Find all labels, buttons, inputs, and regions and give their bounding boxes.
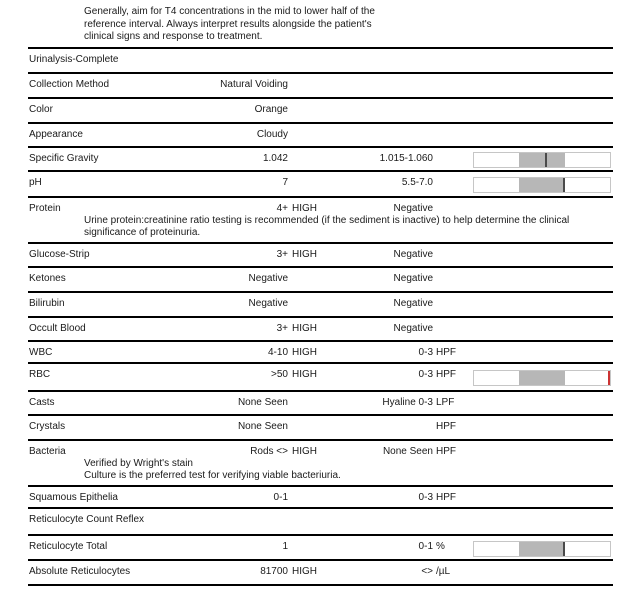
reference-range: Negative bbox=[393, 298, 433, 309]
result-value: Orange bbox=[254, 104, 288, 115]
test-name-label: Squamous Epithelia bbox=[29, 492, 118, 503]
result-value: Cloudy bbox=[256, 129, 288, 140]
header-note-line: reference interval. Always interpret results alongside the patient's bbox=[84, 18, 372, 30]
test-name-label: Occult Blood bbox=[29, 323, 86, 334]
test-name-label: Reticulocyte Total bbox=[29, 541, 108, 552]
range-bar bbox=[473, 541, 611, 557]
test-name-label: Protein bbox=[29, 203, 61, 214]
unit-label: HPF bbox=[436, 347, 456, 358]
range-bar bbox=[473, 177, 611, 193]
result-value: >50 bbox=[271, 369, 288, 380]
reference-range: Negative bbox=[393, 323, 433, 334]
result-comment-line: significance of proteinuria. bbox=[84, 227, 201, 238]
table-row bbox=[28, 170, 613, 196]
result-value: None Seen bbox=[237, 421, 288, 432]
range-bar-marker bbox=[563, 542, 565, 556]
range-bar bbox=[473, 370, 611, 386]
test-name-label: Crystals bbox=[29, 421, 66, 432]
abnormal-flag: HIGH bbox=[292, 369, 317, 380]
table-row bbox=[28, 534, 613, 559]
table-row bbox=[28, 146, 613, 170]
test-name-label: WBC bbox=[29, 347, 53, 358]
table-row bbox=[28, 196, 613, 242]
table-row bbox=[28, 414, 613, 439]
test-name-label: Specific Gravity bbox=[29, 153, 99, 164]
unit-label: HPF bbox=[436, 369, 456, 380]
test-name-label: Appearance bbox=[29, 129, 83, 140]
result-value: Negative bbox=[248, 273, 288, 284]
abnormal-flag: HIGH bbox=[292, 323, 317, 334]
result-value: 4-10 bbox=[267, 347, 288, 358]
reference-range: Negative bbox=[393, 249, 433, 260]
result-comment-line: Verified by Wright's stain bbox=[84, 458, 193, 469]
reference-range: Hyaline 0-3 bbox=[382, 397, 433, 408]
unit-label: HPF bbox=[436, 446, 456, 457]
reference-range: None Seen bbox=[382, 446, 433, 457]
result-value: 3+ bbox=[276, 249, 288, 260]
range-bar-normal-zone bbox=[519, 371, 564, 385]
reference-range: <> bbox=[421, 566, 433, 577]
abnormal-flag: HIGH bbox=[292, 446, 317, 457]
header-note-line: clinical signs and response to treatment. bbox=[84, 31, 263, 42]
test-name-label: Bacteria bbox=[29, 446, 66, 457]
unit-label: /µL bbox=[436, 566, 451, 577]
reference-range: 0-1 bbox=[418, 541, 433, 552]
range-bar-marker bbox=[608, 371, 610, 385]
result-value: Rods <> bbox=[250, 446, 288, 457]
abnormal-flag: HIGH bbox=[292, 566, 317, 577]
test-name-label: Absolute Reticulocytes bbox=[29, 566, 131, 577]
section-title: Urinalysis-Complete bbox=[29, 54, 119, 65]
abnormal-flag: HIGH bbox=[292, 203, 317, 214]
test-name-label: Color bbox=[29, 104, 53, 115]
result-value: 3+ bbox=[276, 323, 288, 334]
header-note bbox=[84, 6, 375, 44]
lab-results-table bbox=[28, 47, 613, 586]
abnormal-flag: HIGH bbox=[292, 347, 317, 358]
abnormal-flag: HIGH bbox=[292, 249, 317, 260]
result-value: 7 bbox=[282, 177, 288, 188]
reference-range: 0-3 bbox=[418, 492, 433, 503]
unit-label: HPF bbox=[436, 421, 456, 432]
test-name-label: Ketones bbox=[29, 273, 66, 284]
table-row bbox=[28, 485, 613, 507]
table-row bbox=[28, 559, 613, 584]
reference-range: 0-3 bbox=[418, 369, 433, 380]
test-name-label: pH bbox=[29, 177, 42, 188]
range-bar-marker bbox=[545, 153, 547, 167]
section-header-row bbox=[28, 507, 613, 534]
test-name-label: Glucose-Strip bbox=[29, 249, 90, 260]
result-value: 4+ bbox=[276, 203, 288, 214]
test-name-label: Bilirubin bbox=[29, 298, 65, 309]
table-row bbox=[28, 266, 613, 291]
result-value: 0-1 bbox=[273, 492, 288, 503]
reference-range: Negative bbox=[393, 203, 433, 214]
result-value: 1.042 bbox=[262, 153, 288, 164]
table-row bbox=[28, 439, 613, 485]
result-value: Negative bbox=[248, 298, 288, 309]
reference-range: 0-3 bbox=[418, 347, 433, 358]
reference-range: 1.015-1.060 bbox=[379, 153, 433, 164]
table-row bbox=[28, 316, 613, 340]
table-row bbox=[28, 362, 613, 390]
table-row bbox=[28, 122, 613, 146]
test-name-label: Collection Method bbox=[29, 79, 110, 90]
result-value: Natural Voiding bbox=[220, 79, 288, 90]
reference-range: Negative bbox=[393, 273, 433, 284]
unit-label: LPF bbox=[436, 397, 455, 408]
result-value: 1 bbox=[282, 541, 288, 552]
header-note-line: Generally, aim for T4 concentrations in the mid to lower half of the bbox=[84, 6, 375, 17]
result-comment bbox=[84, 458, 341, 482]
range-bar-marker bbox=[563, 178, 565, 192]
unit-label: HPF bbox=[436, 492, 456, 503]
reference-range: 5.5-7.0 bbox=[401, 177, 433, 188]
table-row bbox=[28, 97, 613, 122]
test-name-label: Casts bbox=[29, 397, 55, 408]
table-row bbox=[28, 72, 613, 97]
table-row bbox=[28, 291, 613, 316]
unit-label: % bbox=[436, 541, 445, 552]
result-comment-line: Culture is the preferred test for verifying viable bacteriuria. bbox=[84, 470, 341, 481]
range-bar bbox=[473, 152, 611, 168]
range-bar-normal-zone bbox=[519, 153, 564, 167]
range-bar-normal-zone bbox=[519, 178, 564, 192]
section-header-row bbox=[28, 47, 613, 72]
test-name-label: RBC bbox=[29, 369, 51, 380]
result-value: None Seen bbox=[237, 397, 288, 408]
table-row bbox=[28, 242, 613, 266]
result-comment-line: Urine protein:creatinine ratio testing is recommended (if the sediment is inactive) to help determine the clinical bbox=[84, 215, 570, 226]
section-title: Reticulocyte Count Reflex bbox=[29, 514, 145, 525]
range-bar-normal-zone bbox=[519, 542, 564, 556]
table-row bbox=[28, 390, 613, 414]
table-row bbox=[28, 340, 613, 362]
result-value: 81700 bbox=[260, 566, 288, 577]
result-comment bbox=[84, 215, 569, 239]
